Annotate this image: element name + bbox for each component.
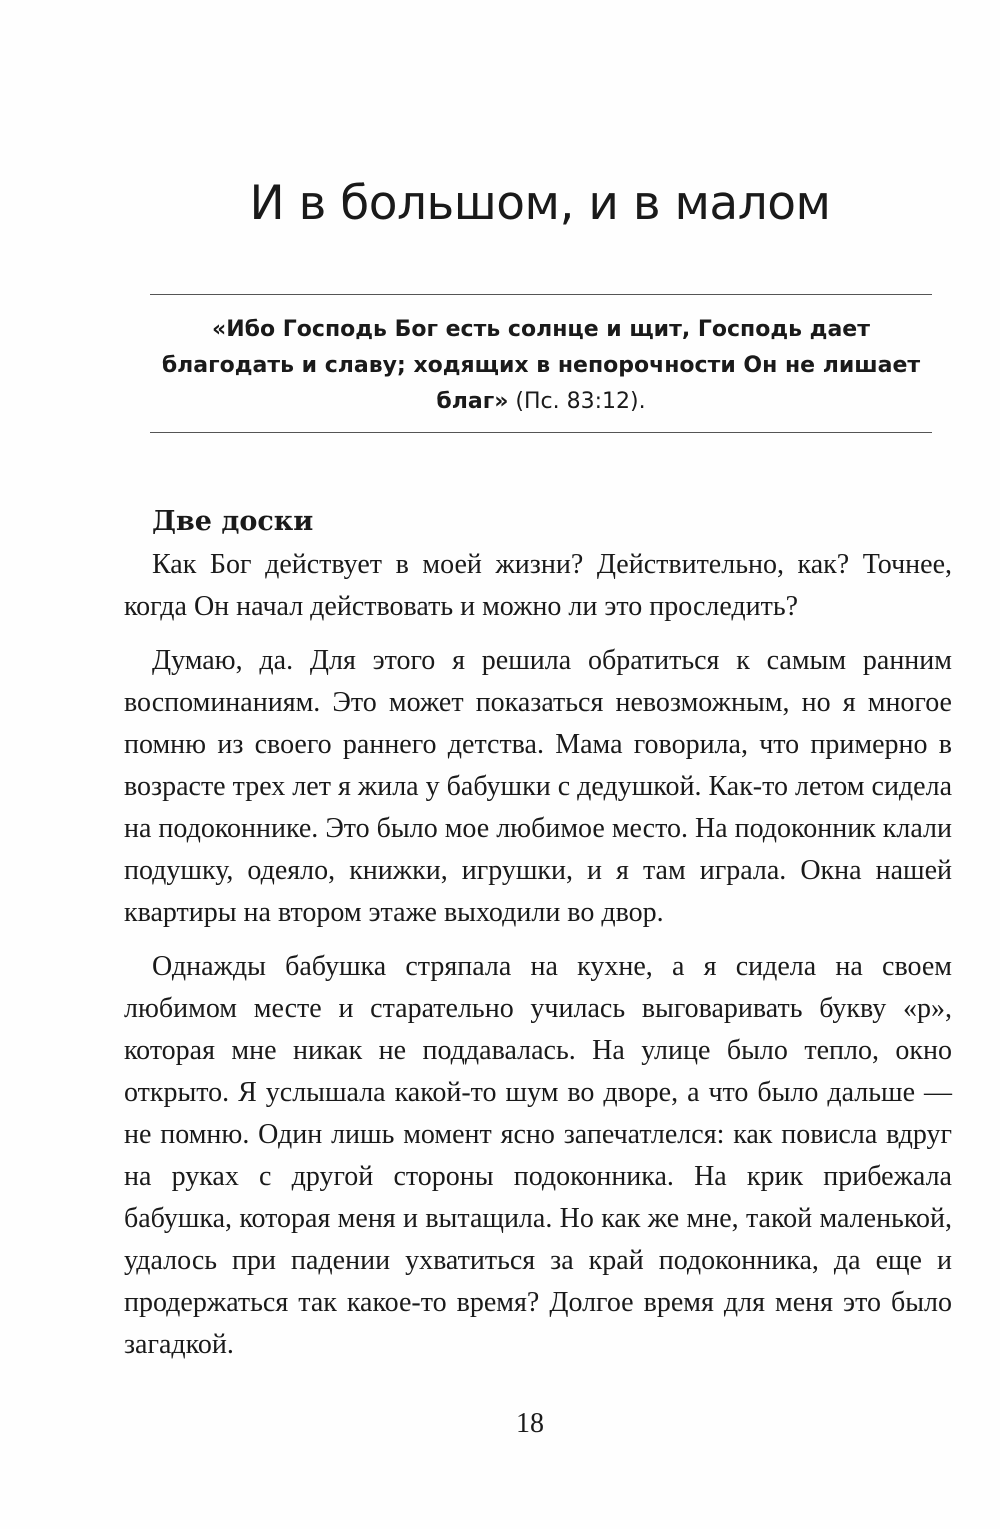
epigraph xyxy=(150,312,932,420)
paragraph: Как Бог действует в моей жизни? Действительно, как? Точнее, когда Он начал действовать и можно ли это проследить? xyxy=(124,549,952,622)
section-heading: Две доски xyxy=(152,506,314,537)
paragraph: Думаю, да. Для этого я решила обратиться к самым ранним воспоминаниям. Это может показаться невозможным, но я многое помню из своего раннего детства. Мама говорила, что примерно в возрасте трех лет я жила у бабушки с дедушкой. Как-то летом сидела на подоконнике. Это было мое любимое место. На подоконник клали подушку, одеяло, книжки, игрушки, и я там играла. Окна нашей квартиры на втором этаже выходили во двор. xyxy=(124,645,952,928)
body-text xyxy=(124,544,952,1378)
epigraph-bottom-rule xyxy=(150,432,932,433)
epigraph-top-rule xyxy=(150,294,932,295)
chapter-title: И в большом, и в малом xyxy=(249,176,831,231)
paragraph: Однажды бабушка стряпала на кухне, а я сидела на своем любимом месте и старательно училась выговаривать букву «р», которая мне никак не поддавалась. На улице было тепло, окно открыто. Я услышала какой-то шум во дворе, а что было дальше — не помню. Один лишь момент ясно запечатлелся: как повисла вдруг на руках с другой стороны подоконника. На крик прибежала бабушка, которая меня и вытащила. Но как же мне, такой маленькой, удалось при падении ухватиться за край подоконника, да еще и продержаться так какое-то время? Долгое время для меня это было загадкой. xyxy=(124,951,952,1360)
epigraph-reference: (Пс. 83:12). xyxy=(508,389,646,414)
page-number: 18 xyxy=(516,1408,544,1439)
epigraph-quote: «Ибо Господь Бог есть солнце и щит, Господь дает благодать и славу; ходящих в непорочности Он не лишает благ» xyxy=(161,317,921,414)
